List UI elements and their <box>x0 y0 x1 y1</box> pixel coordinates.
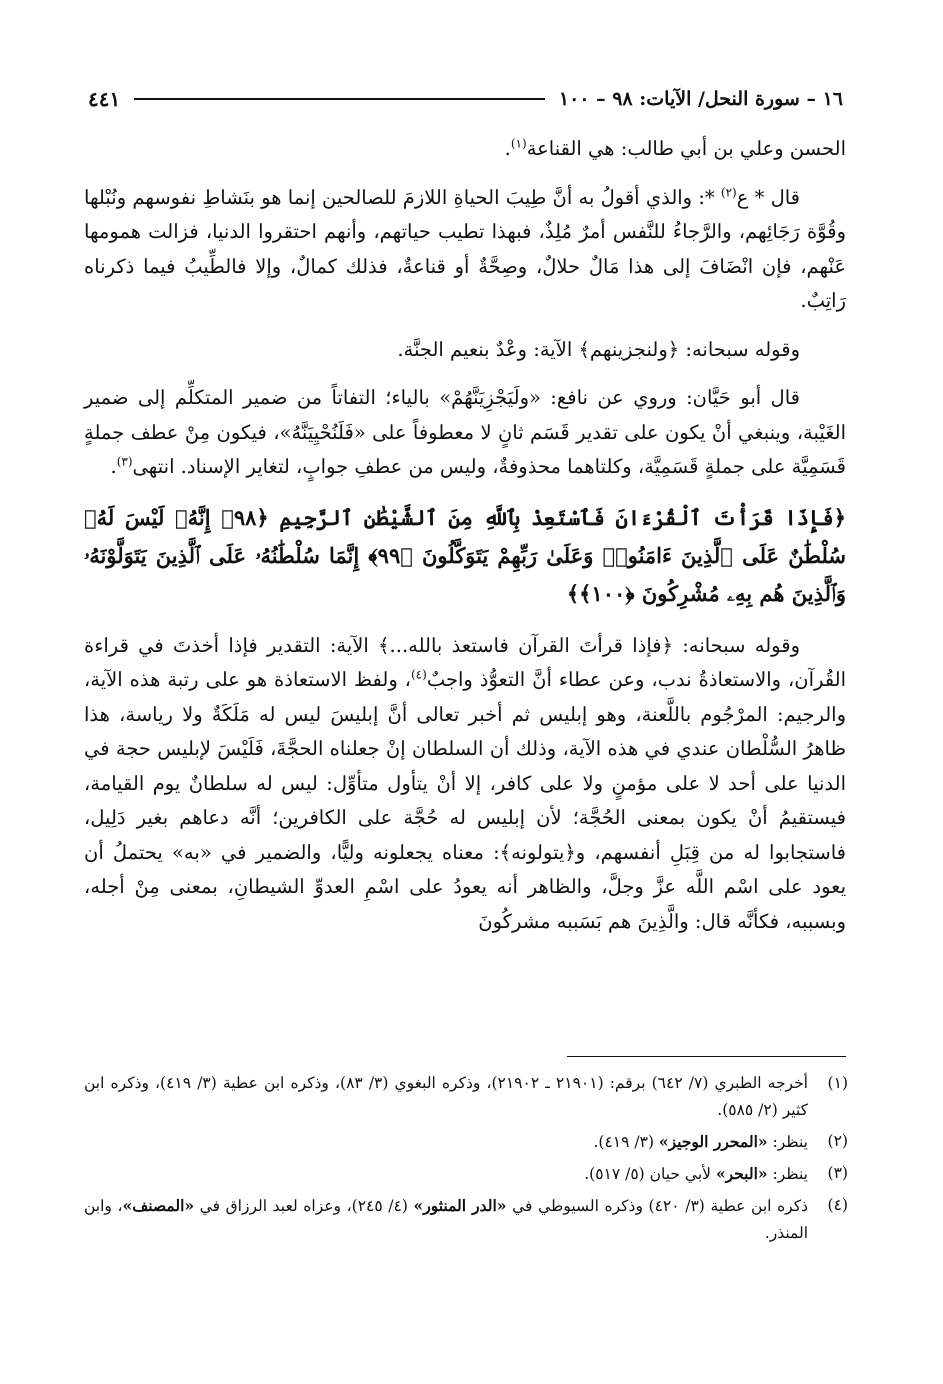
footnote-ref-1[interactable]: (١) <box>510 136 527 151</box>
main-text <box>84 132 846 953</box>
header-rule <box>134 98 545 100</box>
footnote-ref-2[interactable]: (٢) <box>720 185 737 199</box>
footnote-separator <box>567 1056 846 1057</box>
footnote-3: (٣) ينظر: «البحر» لأبي حيان (٥/ ٥١٧). <box>584 1164 848 1183</box>
footnote-ref-3[interactable]: (٣) <box>116 454 133 469</box>
paragraph-2: قال * ع$^{(٢)}$ *: والذي أقولُ به أنَّ طِيبَ الحياةِ اللازمَ للصالحين إنما هو بنَشاطِ نفوسهم ونُبْلها وقُوَّة رَجَائِهم، والرَّجاءُ للنَّفس أمرٌ مُلِذٌ، فبهذا تطيب حياتهم، وأنهم احتقروا الدنيا، فزالت همومها عَنْهم، فإن انْضَافَ إلى هذا مَالٌ حلالٌ، وصِحَّةٌ أو قناعةٌ، فذلك كمالٌ، وإلا فالطِّيبُ فيما ذكرناه رَاتِبٌ. <box>84 185 846 312</box>
footnotes <box>84 1070 848 1251</box>
footnote-2: (٢) ينظر: «المحرر الوجيز» (٣/ ٤١٩). <box>593 1132 848 1151</box>
running-header <box>88 82 843 116</box>
paragraph-5: وقوله سبحانه: ﴿فإذا قرأتَ القرآن فاستعذ بالله...﴾ الآية: التقدير فإذا أخذتَ في قراءة القُرآن، والاستعاذةُ ندب، وعن عطاء أنَّ التعوُّذ واجبٌ$^{(٤)}$، ولفظ الاستعاذة هو على رتبة هذه الآية، والرجيم: المرْجُوم باللَّعنة، وهو إبليس ثم أخبر تعالى أنَّ إبليسَ ليس له مَلَكَةٌ ولا رياسة، هذا ظاهرُ السُّلْطان عندي في هذه الآية، وذلك أن السلطان إنْ جعلناه الحجَّةَ، فَلَيْسَ لإبليس حجة في الدنيا على أحد لا على مؤمنٍ ولا على كافر، إلا أنْ يتأول متأوِّل: ليس له سلطانٌ يوم القيامة، فيستقيمُ أنْ يكون بمعنى الحُجَّة؛ لأن إبليس له حُجَّة على الكافرين؛ أنَّه دعاهم بغير دَلِيل، فاستجابوا له من قِبَلِ أنفسهم، و﴿يتولونه﴾: معناه يجعلونه وليًّا، والضمير في «به» يحتملُ أن يعود على اسْم اللَّه عزَّ وجلَّ، والظاهر أنه يعودُ على اسْمِ العدوِّ الشيطانِ، بمعنى مِنْ أجله، وبسببه، فكأنَّه قال: والَّذِينَ هم بَسَببه مشركُونَ <box>84 633 846 933</box>
footnote-ref-4[interactable]: (٤) <box>410 667 427 682</box>
footnote-1: (١) أخرجه الطبري (٧/ ٦٤٢) برقم: (٢١٩٠١ ـ ٢١٩٠٢)، وذكره البغوي (٣/ ٨٣)، وذكره ابن عطية (٣/ ٤١٩)، وذكره ابن كثير (٢/ ٥٨٥). <box>84 1074 848 1119</box>
paragraph-4: قال أبو حَيَّان: وروي عن نافع: «ولَيَجْزِيَنَّهُمْ» بالياء؛ التفاتاً من ضمير المتكلِّم إلى ضمير الغَيْبة، وينبغي أنْ يكون على تقدير قَسَم ثانٍ لا معطوفاً على «فَلَنُحْيِيَنَّهُ»، فيكون مِنْ عطف جملةٍ قَسَمِيَّة على جملةٍ قَسَمِيَّة، وكلتاهما محذوفةٌ، وليس من عطفِ جوابٍ، لتغاير الإسناد. انتهى$^{(٣)}$. <box>84 386 846 478</box>
footnote-4: (٤) ذكره ابن عطية (٣/ ٤٢٠) وذكره السيوطي في «الدر المنثور» (٤/ ٢٤٥)، وعزاه لعبد الرزاق في «المصنف»، وابن المنذر. <box>84 1196 848 1242</box>
paragraph-1: الحسن وعلي بن أبي طالب: هي القناعة$^{(١)}$. <box>504 136 846 160</box>
paragraph-3: وقوله سبحانه: ﴿ولنجزينهم﴾ الآية: وعْدٌ بنعيم الجنَّة. <box>397 337 800 361</box>
surah-title: ١٦ – سورة النحل/ الآيات: ٩٨ – ١٠٠ <box>558 88 843 110</box>
quran-verses: ﴿فَإِذَا قَرَأْتَ ٱلْقُرْءَانَ فَٱسْتَعِذْ بِٱللَّهِ مِنَ ٱلشَّيْطَٰنِ ٱلرَّجِيمِ ﴿٩٨﴾ إِنَّهُۥ لَيْسَ لَهُۥ سُلْطَٰنٌ عَلَى ٱلَّذِينَ ءَامَنُوا۟ وَعَلَىٰ رَبِّهِمْ يَتَوَكَّلُونَ ﴿٩٩﴾ إِنَّمَا سُلْطَٰنُهُۥ عَلَى ٱلَّذِينَ يَتَوَلَّوْنَهُۥ وَٱلَّذِينَ هُم بِهِۦ مُشْرِكُونَ ﴿١٠٠﴾﴾ <box>84 504 846 606</box>
page-number: ٤٤١ <box>88 87 121 111</box>
